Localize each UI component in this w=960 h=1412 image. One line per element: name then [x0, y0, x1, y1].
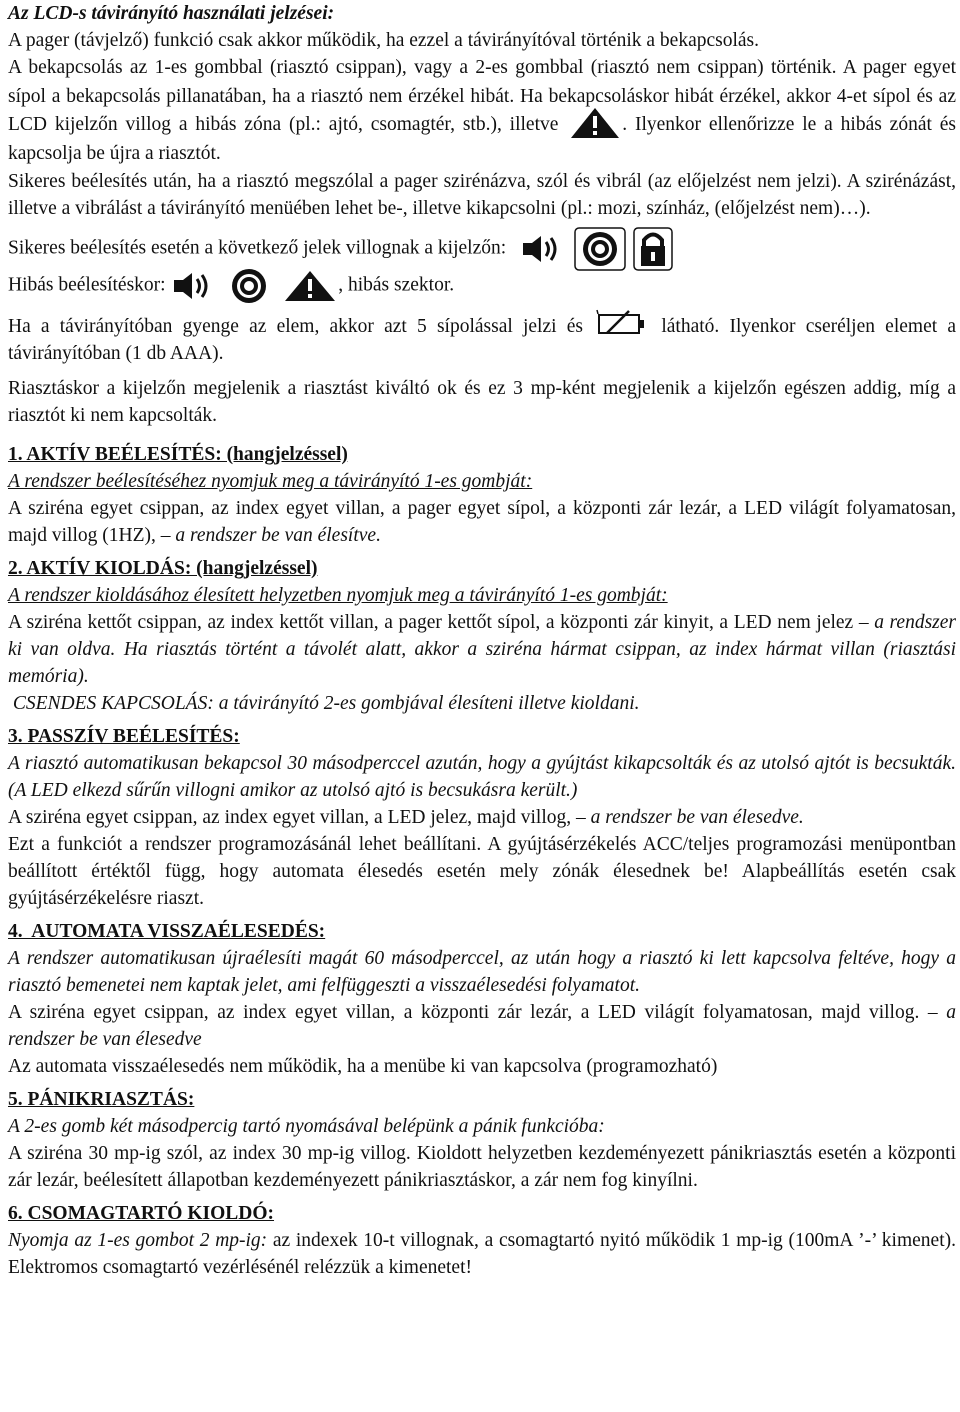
section-5-body: A sziréna 30 mp-ig szól, az index 30 mp-ig villog. Kioldott helyzetben kezdeményezett pánikriasztás esetén a központi zár lezár, beélesített állapotban kezdeményezett pánikriasztáskor, a zár nem fog kinyílni.: [8, 1143, 956, 1192]
intro-switch-paragraph: [8, 54, 956, 168]
warning-icon: [568, 106, 622, 140]
section-2-result: a rendszer ki van oldva. Ha riasztás történt a távolét alatt, akkor a sziréna hármat csippan, az index hármat villan (riasztási memória).: [8, 612, 956, 688]
error-icons: [170, 267, 338, 305]
speaker-icon: [170, 271, 214, 301]
section-5-title: 5. PÁNIKRIASZTÁS:: [8, 1089, 195, 1111]
section-4-sub: A rendszer automatikusan újraélesíti magát 60 másodperccel, az után hogy a riasztó ki lett kapcsolva feltéve, hogy a riasztó bemenetei nem kaptak jelet, ami felfüggeszti a visszaélesedési folyamatot.: [8, 948, 956, 997]
section-3-body-text: A sziréna egyet csippan, az index egyet villan, a LED jelez, majd villog, –: [8, 807, 586, 829]
section-2-title: 2. AKTÍV KIOLDÁS: (hangjelzéssel): [8, 558, 318, 580]
intro-switch-text: A bekapcsolás az 1-es gombbal (riasztó csippan), vagy a 2-es gombbal (riasztó nem csippan) történik. A pager egyet sípol a bekapcsolás pillanatában, ha a riasztó nem érzékel hibát. Ha bekapcsoláskor hibát érzékel, akkor 4-et sípol és az LCD kijelzőn villog a hibás zóna (pl.: ajtó, csomagtér, stb.), illetve: [8, 57, 956, 135]
section-3-result: a rendszer be van élesedve.: [585, 807, 804, 829]
siren-circle-icon: [574, 227, 626, 271]
error-signals-text: Hibás beélesítéskor:: [8, 274, 166, 296]
section-1-result: a rendszer be van élesítve.: [170, 525, 381, 547]
section-5-sub: A 2-es gomb két másodpercig tartó nyomásával belépünk a pánik funkcióba:: [8, 1116, 605, 1138]
speaker-icon: [521, 234, 561, 264]
section-2-note: CSENDES KAPCSOLÁS: a távirányító 2-es gombjával élesíteni illetve kioldani.: [8, 693, 640, 715]
section-4-title: 4. AUTOMATA VISSZAÉLESEDÉS:: [8, 921, 326, 943]
section-1-body: [8, 495, 956, 549]
section-3-body: [8, 804, 956, 831]
section-1-title: 1. AKTÍV BEÉLESÍTÉS: (hangjelzéssel): [8, 444, 348, 466]
lock-icon: [633, 227, 673, 271]
warning-icon: [282, 269, 338, 303]
section-6-body-text: az indexek 10-t villognak, a csomagtartó nyitó működik 1 mp-ig (100mA ’-’ kimenet). Elektromos csomagtartó vezérlésénél relézzük a kimenetet!: [8, 1230, 956, 1279]
section-6-title: 6. CSOMAGTARTÓ KIOLDÓ:: [8, 1203, 275, 1225]
section-2-body: [8, 609, 956, 690]
siren-circle-icon: [225, 267, 273, 305]
section-3-sub: A riasztó automatikusan bekapcsol 30 másodperccel azután, hogy a gyújtást kikapcsolták és az utolsó ajtót is becsukták.(A LED elkezd sűrűn villogni amikor az utolsó ajtó is becsukásra került.): [8, 753, 956, 802]
success-signals-line: [8, 227, 956, 267]
success-icons: [521, 227, 673, 271]
section-3-extra: Ezt a funkciót a rendszer programozásánál lehet beállítani. A gyújtásérzékelés ACC/teljes programozási menüpontban beállított értéktől függ, hogy automata élesedés esetén mely zónák élesednek be! Alapbeállítás esetén csak gyújtásérzékelésre riaszt.: [8, 834, 956, 910]
section-6-body: [8, 1227, 956, 1281]
manual-page: [8, 0, 956, 1281]
intro-pager-line: A pager (távjelző) funkció csak akkor működik, ha ezzel a távirányítóval történik a bekapcsolás.: [8, 30, 760, 51]
section-1-body-text: A sziréna egyet csippan, az index egyet villan, a pager egyet sípol, a központi zár lezár, a LED világít folyamatosan, majd villog (1HZ), –: [8, 498, 956, 547]
success-signals-text: Sikeres beélesítés esetén a következő jelek villognak a kijelzőn:: [8, 237, 507, 259]
battery-text: Ha a távirányítóban gyenge az elem, akkor azt 5 sípolással jelzi és: [8, 316, 583, 338]
error-sector-text: , hibás szektor.: [338, 274, 455, 296]
battery-text-2: látható. Ilyenkor cseréljen elemet a távirányítóban (1 db AAA).: [8, 316, 956, 365]
intro-check-text: . Ilyenkor ellenőrizze le a hibás zónát és kapcsolja be újra a riasztót.: [8, 114, 956, 164]
section-4-body: [8, 999, 956, 1053]
section-3-title: 3. PASSZÍV BEÉLESÍTÉS:: [8, 726, 240, 748]
section-4-body-text: A sziréna egyet csippan, az index egyet villan, a központi zár lezár, a LED világít folyamatosan, majd villog. –: [8, 1002, 938, 1024]
section-2-sub: A rendszer kioldásához élesített helyzetben nyomjuk meg a távirányító 1-es gombját:: [8, 585, 668, 607]
section-4-result: a rendszer be van élesedve: [8, 1002, 957, 1051]
section-4-extra: Az automata visszaélesedés nem működik, ha a menübe ki van kapcsolva (programozható): [8, 1056, 718, 1078]
low-battery-icon: [595, 308, 649, 338]
alarm-display-paragraph: Riasztáskor a kijelzőn megjelenik a riasztást kiváltó ok és ez 3 mp-ként megjelenik a kijelzőn egészen addig, míg a riasztót ki nem kapcsolták.: [8, 378, 956, 427]
intro-siren-paragraph: Sikeres beélesítés után, ha a riasztó megszólal a pager szirénázva, szól és vibrál (az előjelzést nem jelzi). A szirénázást, illetve a vibrálást a távirányító menüében lehet be-, illetve kikapcsolni (pl.: mozi, színház, (előjelzést nem)…).: [8, 171, 956, 220]
error-signals-line: [8, 267, 956, 305]
section-2-body-text: A sziréna kettőt csippan, az index kettőt villan, a pager kettőt sípol, a központi zár kinyit, a LED nem jelez –: [8, 612, 869, 634]
page-heading: Az LCD-s távirányító használati jelzései:: [8, 3, 335, 24]
battery-paragraph: [8, 313, 956, 367]
section-1-sub: A rendszer beélesítéséhez nyomjuk meg a távirányító 1-es gombját:: [8, 471, 533, 493]
section-6-sub: Nyomja az 1-es gombot 2 mp-ig:: [8, 1230, 268, 1252]
